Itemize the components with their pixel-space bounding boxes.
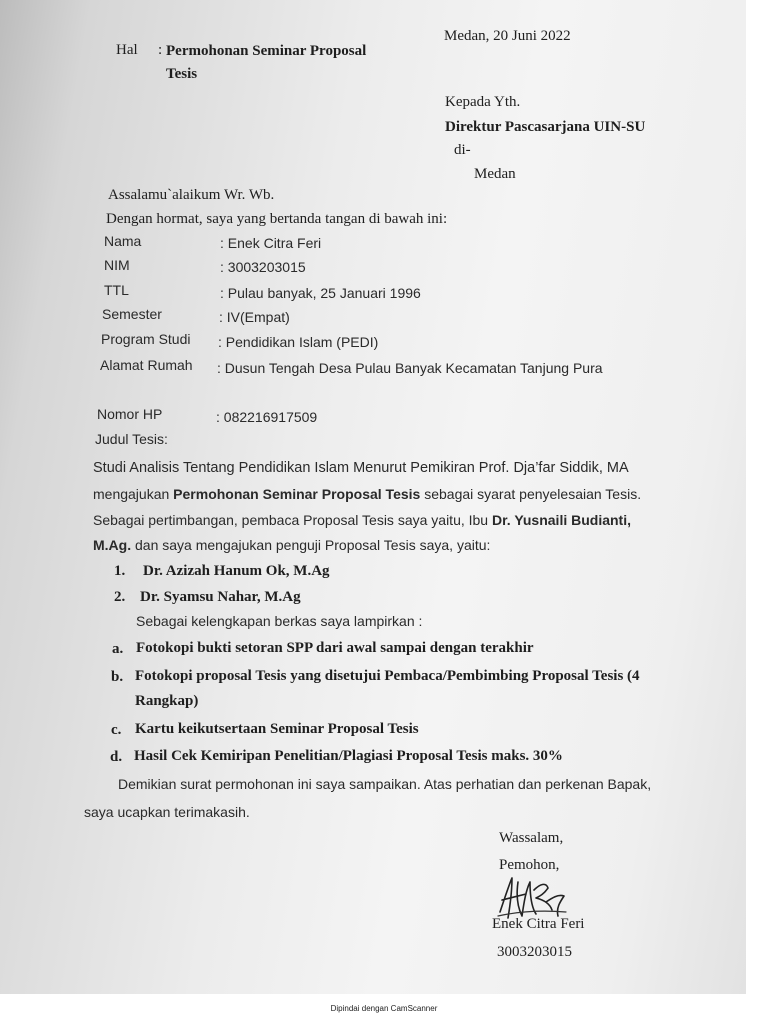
identity-value-address: : Dusun Tengah Desa Pulau Banyak Kecamatan Tanjung Pura (217, 360, 603, 376)
identity-value-semester: : IV(Empat) (219, 309, 290, 325)
closing-line-2: saya ucapkan terimakasih. (84, 804, 250, 820)
applicant-name: Enek Citra Feri (492, 916, 585, 932)
identity-label-nim: NIM (104, 257, 130, 273)
intro-line: Dengan hormat, saya yang bertanda tangan di bawah ini: (106, 211, 448, 227)
identity-label-semester: Semester (102, 306, 162, 322)
attachment-letter: d. (110, 749, 123, 765)
greeting: Assalamu`alaikum Wr. Wb. (108, 187, 275, 203)
identity-label-name: Nama (104, 233, 142, 249)
identity-value-ttl: : Pulau banyak, 25 Januari 1996 (220, 285, 421, 301)
identity-value-nim: : 3003203015 (220, 259, 306, 275)
body-text: Sebagai pertimbangan, pembaca Proposal Tesis saya yaitu, Ibu (93, 512, 489, 528)
identity-value-program: : Pendidikan Islam (PEDI) (218, 334, 379, 350)
subject-line-2: Tesis (166, 66, 198, 82)
applicant-nim: 3003203015 (497, 944, 572, 960)
examiner-name: Dr. Syamsu Nahar, M.Ag (140, 589, 301, 605)
body-line-3 (93, 538, 490, 552)
body-line-2 (93, 513, 631, 527)
examiner-name: Dr. Azizah Hanum Ok, M.Ag (143, 563, 330, 579)
identity-label-ttl: TTL (104, 282, 129, 298)
identity-label-program: Program Studi (101, 331, 191, 347)
identity-label-address: Alamat Rumah (100, 357, 193, 373)
identity-label-phone: Nomor HP (97, 406, 163, 422)
recipient-kepada: Kepada Yth. (445, 94, 521, 110)
subject-colon: : (158, 42, 163, 58)
examiner-number: 2. (114, 589, 126, 605)
valediction: Wassalam, (499, 830, 564, 846)
recipient-city: Medan (474, 166, 516, 182)
attachment-letter: b. (111, 669, 124, 685)
body-emphasis: Permohonan Seminar Proposal Tesis (173, 486, 421, 502)
body-text: sebagai syarat penyelesaian Tesis. (424, 486, 642, 502)
attachment-letter: c. (111, 722, 122, 738)
body-text: mengajukan (93, 486, 170, 502)
attachment-item: Fotokopi bukti setoran SPP dari awal sampai dengan terakhir (136, 640, 534, 656)
recipient-name: Direktur Pascasarjana UIN-SU (445, 119, 646, 135)
body-line-1 (93, 487, 641, 501)
thesis-label: Judul Tesis: (95, 431, 168, 447)
attachment-item: Hasil Cek Kemiripan Penelitian/Plagiasi Proposal Tesis maks. 30% (134, 748, 563, 764)
applicant-label: Pemohon, (499, 857, 560, 873)
recipient-di: di- (454, 142, 471, 158)
identity-value-name: : Enek Citra Feri (220, 235, 322, 251)
subject-line-1: Permohonan Seminar Proposal (166, 43, 367, 59)
reader-degree: M.Ag. (93, 537, 132, 553)
attachment-item: Fotokopi proposal Tesis yang disetujui Pembaca/Pembimbing Proposal Tesis (4 (135, 668, 640, 684)
attachment-letter: a. (112, 641, 124, 657)
thesis-title: Studi Analisis Tentang Pendidikan Islam Menurut Pemikiran Prof. Dja’far Siddik, MA (93, 460, 629, 476)
place-date: Medan, 20 Juni 2022 (444, 28, 571, 44)
body-text: dan saya mengajukan penguji Proposal Tesis saya, yaitu: (135, 537, 491, 553)
attachment-item: Kartu keikutsertaan Seminar Proposal Tesis (135, 721, 419, 737)
scanner-watermark: Dipindai dengan CamScanner (330, 1004, 438, 1013)
examiner-number: 1. (114, 563, 126, 579)
attachments-intro: Sebagai kelengkapan berkas saya lampirkan : (136, 613, 423, 629)
subject-label: Hal (116, 42, 138, 58)
identity-value-phone: : 082216917509 (216, 409, 318, 425)
closing-line-1: Demikian surat permohonan ini saya sampaikan. Atas perhatian dan perkenan Bapak, (118, 776, 652, 792)
reader-name: Dr. Yusnaili Budianti, (492, 512, 631, 528)
attachment-item-continued: Rangkap) (135, 693, 199, 709)
